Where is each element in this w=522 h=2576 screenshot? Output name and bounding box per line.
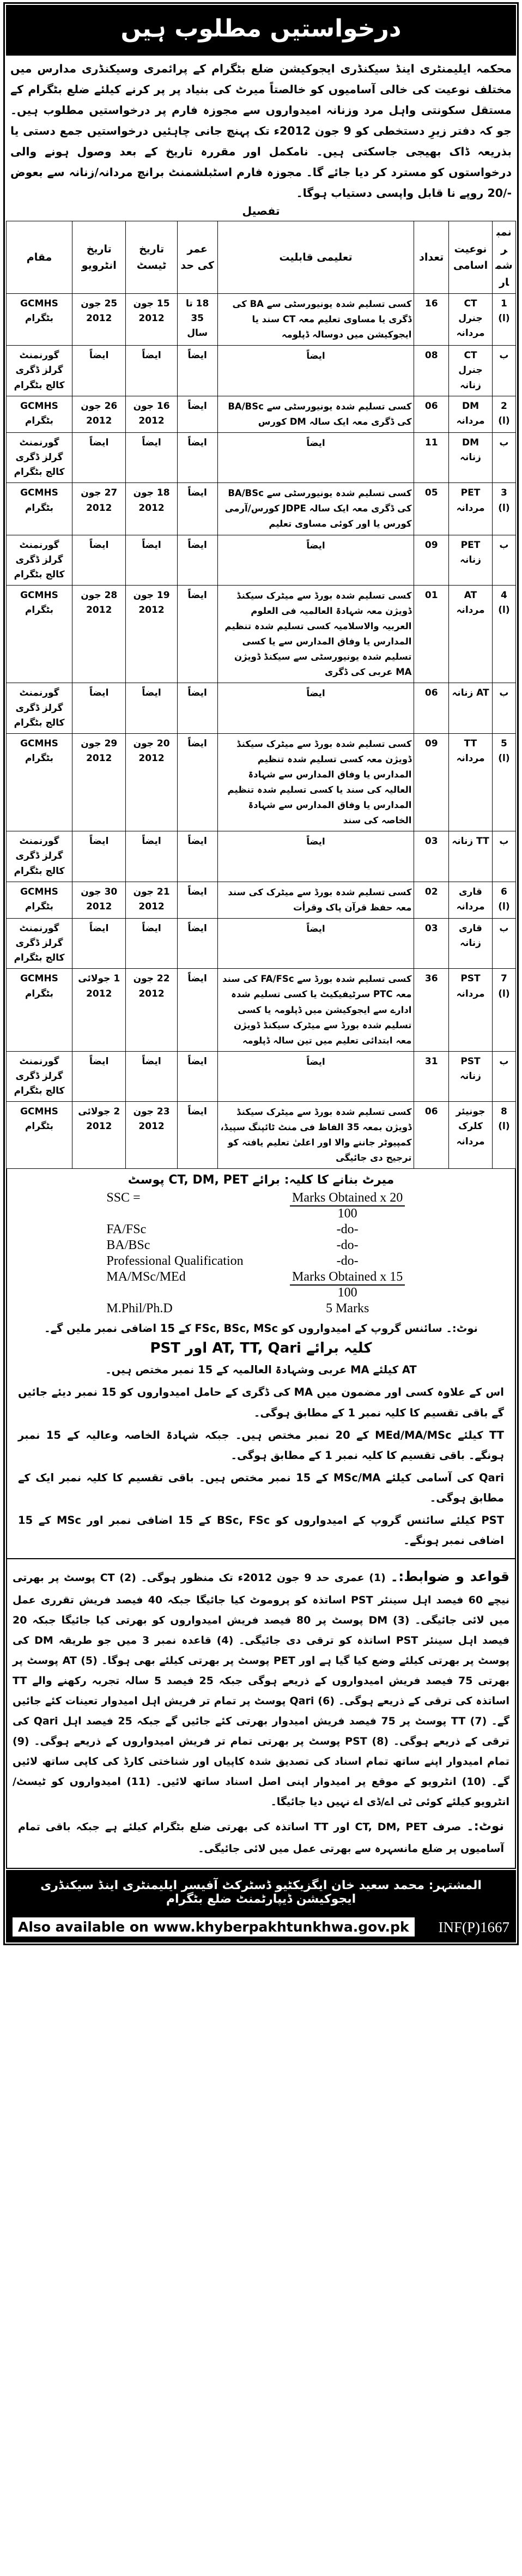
merit-value: 5 Marks <box>325 1301 369 1316</box>
cell-age-limit: ایضاً <box>177 396 217 432</box>
table-row <box>7 831 516 882</box>
cell-count: 01 <box>414 586 449 683</box>
cell-post-type: DM مردانہ <box>449 396 493 432</box>
cell-age-limit: 18 تا 35 سال <box>177 294 217 346</box>
merit-heading: میرٹ بنانے کا کلیہ: برائے CT, DM, PET پوسٹ <box>128 1173 394 1187</box>
cell-count: 16 <box>414 294 449 346</box>
header-qualification: تعلیمی قابلیت <box>217 221 414 294</box>
cell-post-type: AT زنانہ <box>449 683 493 734</box>
cell-venue: گورنمنٹ گرلز ڈگری کالج بٹگرام <box>7 1051 72 1102</box>
header-venue: مقام <box>7 221 72 294</box>
final-note <box>13 1812 509 1862</box>
cell-count: 36 <box>414 969 449 1051</box>
footer-bar <box>6 1915 516 1942</box>
cell-test-date: 19 جون 2012 <box>126 586 177 683</box>
cell-interview-date: ایضاً <box>72 346 126 396</box>
cell-count: 11 <box>414 432 449 483</box>
merit-label: M.Phil/Ph.D <box>106 1301 173 1316</box>
cell-post-type: قاری زنانہ <box>449 918 493 969</box>
cell-qualification: کسی تسلیم شدہ بورڈ سے میٹرک سیکنڈ ڈویژن بمعہ 35 الفاظ فی منٹ ٹائپنگ سپیڈ، کمپیوٹر جاننے والا اور اعلیٰ تعلیم یافتہ کو ترجیح دی جائیگی <box>217 1102 414 1169</box>
cell-serial: 2 (ا) <box>492 396 515 432</box>
cell-venue: گورنمنٹ گرلز ڈگری کالج بٹگرام <box>7 683 72 734</box>
cell-post-type: قاری مردانہ <box>449 882 493 918</box>
cell-interview-date: ایضاً <box>72 432 126 483</box>
cell-venue: GCMHS بٹگرام <box>7 483 72 535</box>
publisher-banner <box>6 1870 516 1915</box>
cell-qualification: کسی تسلیم شدہ یونیورسٹی سے BA کی ڈگری یا مساوی تعلیم معہ CT سند یا ایجوکیشن میں دوسالہ ڈپلومہ <box>217 294 414 346</box>
cell-post-type: PST زنانہ <box>449 1051 493 1102</box>
cell-test-date: ایضاً <box>126 346 177 396</box>
cell-test-date: 21 جون 2012 <box>126 882 177 918</box>
merit-paragraph: PST کیلئے سائنس گروپ کے امیدواروں کو BSc, FSc کے 15 اضافی نمبر اور MSc کے 15 اضافی نمبر ہونگے۔ <box>18 1513 505 1547</box>
cell-qualification: ایضاً <box>217 535 414 586</box>
cell-serial: 4 (ا) <box>492 586 515 683</box>
cell-post-type: CT جنرل زنانہ <box>449 346 493 396</box>
cell-count: 03 <box>414 918 449 969</box>
rules-section <box>6 1559 516 1869</box>
cell-age-limit: ایضاً <box>177 733 217 831</box>
table-row <box>7 586 516 683</box>
merit-row <box>106 1238 415 1253</box>
cell-age-limit: ایضاً <box>177 1051 217 1102</box>
table-row <box>7 882 516 918</box>
cell-test-date: ایضاً <box>126 432 177 483</box>
cell-venue: گورنمنٹ گرلز ڈگری کالج بٹگرام <box>7 918 72 969</box>
cell-interview-date: ایضاً <box>72 1051 126 1102</box>
cell-age-limit: ایضاً <box>177 831 217 882</box>
cell-age-limit: ایضاً <box>177 432 217 483</box>
cell-serial: ب <box>492 346 515 396</box>
cell-count: 31 <box>414 1051 449 1102</box>
cell-count: 05 <box>414 483 449 535</box>
publisher-text: المشتہر: محمد سعید خان ایگزیکٹیو ڈسٹرکٹ آفیسر ایلیمنٹری اینڈ سیکنڈری ایجوکیشن ڈیپارٹمنٹ ضلع بٹگرام <box>40 1878 482 1906</box>
header-interview-date: تاریخ انٹرویو <box>72 221 126 294</box>
cell-interview-date: 1 جولائی 2012 <box>72 969 126 1051</box>
table-header-row <box>7 221 516 294</box>
cell-post-type: AT مردانہ <box>449 586 493 683</box>
cell-test-date: ایضاً <box>126 683 177 734</box>
header-post-type: نوعیت اسامی <box>449 221 493 294</box>
table-row <box>7 346 516 396</box>
intro-text: محکمہ ایلیمنٹری اینڈ سیکنڈری ایجوکیشن ضلع بٹگرام کے پرائمری وسیکنڈری مدارس میں مختلف نوعیت کی خالی آسامیوں کو خالصتاً میرٹ کی بنیاد پر پر کرنے کیلئے ضلع بٹگرام کے مستقل سکونتی واہل مرد وزنانہ امیدواروں سے مجوزہ فارم پر درخواستیں مطلوب ہیں۔ جو کہ دفتر زیرِ دستخطی کو 9 جون 2012ء تک پہنچ جانی چاہئیں درخواستیں جمع دستی یا بذریعہ ڈاک بھیجی جاسکتی ہیں۔ نامکمل اور مقررہ تاریخ کے بعد وصول ہونے والی درخواستوں کو مسترد کر دیا جائے گا۔ مجوزہ فارم اسٹبلشمنٹ برانچ مردانہ/زنانہ سے بعوض -/20 روپے نا قابل واپسی دستیاب ہوگا۔ <box>10 62 512 200</box>
cell-venue: GCMHS بٹگرام <box>7 733 72 831</box>
merit-label: Professional Qualification <box>106 1254 244 1269</box>
cell-interview-date: ایضاً <box>72 831 126 882</box>
merit-label: SSC = <box>106 1191 141 1205</box>
merit-denominator: 100 <box>337 1286 357 1300</box>
cell-venue: GCMHS بٹگرام <box>7 586 72 683</box>
cell-age-limit: ایضاً <box>177 918 217 969</box>
cell-qualification: کسی تسلیم شدہ یونیورسٹی سے BA/BSc کی ڈگری معہ ایک سالہ DM کورس <box>217 396 414 432</box>
cell-serial: ب <box>492 432 515 483</box>
table-row <box>7 733 516 831</box>
table-row <box>7 535 516 586</box>
cell-post-type: PET مردانہ <box>449 483 493 535</box>
cell-serial: 5 (ا) <box>492 733 515 831</box>
cell-count: 06 <box>414 683 449 734</box>
merit-formula-table <box>106 1190 415 1317</box>
merit-label: FA/FSc <box>106 1222 147 1237</box>
table-body <box>7 294 516 1169</box>
cell-venue: گورنمنٹ گرلز ڈگری کالج بٹگرام <box>7 432 72 483</box>
cell-post-type: PET زنانہ <box>449 535 493 586</box>
table-row <box>7 432 516 483</box>
cell-serial: ب <box>492 683 515 734</box>
merit-paragraph: اس کے علاوہ کسی اور مضمون میں MA کی ڈگری کے حامل امیدواروں کو 15 نمبر دیئے جائیں گے باقی تقسیم کا کلیہ نمبر 1 کے مطابق ہوگی۔ <box>18 1386 504 1419</box>
cell-age-limit: ایضاً <box>177 535 217 586</box>
page-frame <box>3 2 519 1945</box>
cell-post-type: جونیئر کلرک مردانہ <box>449 1102 493 1169</box>
cell-qualification: ایضاً <box>217 918 414 969</box>
cell-serial: ب <box>492 1051 515 1102</box>
cell-post-type: CT جنرل مردانہ <box>449 294 493 346</box>
cell-age-limit: ایضاً <box>177 586 217 683</box>
cell-venue: GCMHS بٹگرام <box>7 882 72 918</box>
merit-row <box>106 1269 415 1301</box>
website-link[interactable]: Also available on www.khyberpakhtunkhwa.gov.pk <box>13 1917 415 1938</box>
cell-serial: ب <box>492 831 515 882</box>
merit-row <box>106 1190 415 1222</box>
cell-count: 09 <box>414 535 449 586</box>
cell-post-type: TT مردانہ <box>449 733 493 831</box>
cell-count: 03 <box>414 831 449 882</box>
header-age-limit: عمر کی حد <box>177 221 217 294</box>
cell-serial: ب <box>492 535 515 586</box>
cell-age-limit: ایضاً <box>177 683 217 734</box>
merit-criteria-section <box>6 1169 516 1559</box>
cell-venue: گورنمنٹ گرلز ڈگری کالج بٹگرام <box>7 346 72 396</box>
cell-venue: GCMHS بٹگرام <box>7 969 72 1051</box>
cell-venue: گورنمنٹ گرلز ڈگری کالج بٹگرام <box>7 535 72 586</box>
merit-value: -do- <box>336 1222 359 1237</box>
header-banner <box>6 5 516 56</box>
merit-paragraph: TT کیلئے MEd/MA/MSc کے 20 نمبر مختص ہیں۔ جبکہ شہادۃ الخاصہ وعالیہ کے 15 نمبر ہونگے۔ باقی تقسیم کا کلیہ نمبر 1 کے مطابق ہوگی۔ <box>18 1428 504 1462</box>
cell-interview-date: ایضاً <box>72 535 126 586</box>
cell-interview-date: 2 جولائی 2012 <box>72 1102 126 1169</box>
table-row <box>7 1051 516 1102</box>
cell-interview-date: 27 جون 2012 <box>72 483 126 535</box>
merit-numerator: Marks Obtained x 15 <box>290 1270 405 1286</box>
cell-count: 06 <box>414 396 449 432</box>
merit-table-body <box>106 1190 415 1317</box>
tafseel-label: تفصیل <box>242 204 280 218</box>
cell-qualification: کسی تسلیم شدہ بورڈ سے میٹرک سیکنڈ ڈویژن معہ کسی تسلیم شدہ تنظیم المدارس یا وفاق المدارس سے شہادۃ العالیہ کی سند یا کسی تسلیم شدہ تنظیم المدارس یا وفاق المدارس سے شہادۃ الخاصہ کی سند <box>217 733 414 831</box>
cell-count: 08 <box>414 346 449 396</box>
merit-paragraph: AT کیلئے MA عربی وشہادۃ العالمیہ کے 15 نمبر مختص ہیں۔ <box>105 1364 417 1377</box>
cell-age-limit: ایضاً <box>177 969 217 1051</box>
merit-value <box>258 1269 416 1301</box>
cell-test-date: 22 جون 2012 <box>126 969 177 1051</box>
merit-row <box>106 1222 415 1238</box>
cell-serial: 6 (ا) <box>492 882 515 918</box>
page-title: درخواستیں مطلوب ہیں <box>120 15 402 43</box>
cell-test-date: 16 جون 2012 <box>126 396 177 432</box>
merit-value <box>258 1190 416 1222</box>
merit-paragraph-list <box>13 1359 509 1551</box>
cell-post-type: TT زنانہ <box>449 831 493 882</box>
intro-paragraph <box>6 56 516 204</box>
table-row <box>7 396 516 432</box>
cell-qualification: کسی تسلیم شدہ بورڈ سے میٹرک کی سند معہ حفظ قرآن پاک وقرأت <box>217 882 414 918</box>
merit-value: -do- <box>336 1238 359 1253</box>
cell-venue: GCMHS بٹگرام <box>7 294 72 346</box>
cell-test-date: 15 جون 2012 <box>126 294 177 346</box>
cell-qualification: کسی تسلیم شدہ بورڈ سے FA/FSc کی سند معہ PTC سرٹیفیکیٹ یا کسی تسلیم شدہ ادارے سے ایجوکیشن میں ڈپلومہ یا کسی تسلیم شدہ بورڈ سے میٹرک سیکنڈ ڈویژن معہ ابتدائی تعلیم میں تین سالہ ڈپلومہ <box>217 969 414 1051</box>
cell-interview-date: 29 جون 2012 <box>72 733 126 831</box>
cell-test-date: ایضاً <box>126 1051 177 1102</box>
rules-body <box>13 1564 509 1812</box>
rules-title: قواعد و ضوابط:۔ <box>390 1568 509 1584</box>
merit-value: -do- <box>336 1254 359 1269</box>
final-note-label: نوٹ:۔ <box>466 1819 504 1834</box>
cell-qualification: ایضاً <box>217 432 414 483</box>
merit-paragraph: Qari کی آسامی کیلئے MSc/MA کے 15 نمبر مختص ہیں۔ باقی تقسیم کا کلیہ نمبر ایک کے مطابق ہوگی۔ <box>18 1471 504 1504</box>
cell-qualification: ایضاً <box>217 683 414 734</box>
header-test-date: تاریخ ٹیسٹ <box>126 221 177 294</box>
cell-test-date: 23 جون 2012 <box>126 1102 177 1169</box>
cell-test-date: 20 جون 2012 <box>126 733 177 831</box>
cell-qualification: کسی تسلیم شدہ بورڈ سے میٹرک سیکنڈ ڈویژن معہ شہادۃ العالمیہ فی العلوم العربیہ والاسلامیہ کسی تسلیم شدہ تنظیم المدارس یا وفاق المدارس سے یا کسی تسلیم شدہ یونیورسٹی سے سیکنڈ ڈویژن MA عربی کی ڈگری <box>217 586 414 683</box>
header-count: تعداد <box>414 221 449 294</box>
merit-numerator: Marks Obtained x 20 <box>290 1191 405 1206</box>
rules-text: (1) عمری حد 9 جون 2012ء تک منظور ہوگی۔ (2) CT پوسٹ پر بھرتی نیچے 60 فیصد اہل سینئر PST اساتذہ کو پروموٹ کیا جائیگا جبکہ 40 فیصد فریش تقرری عمل میں لائی جائیگی۔ (3) DM پوسٹ پر 80 فیصد فریش امیدواروں کو بھرتی کیا جائیگا جبکہ 20 فیصد اہل سینئر PST اساتذہ کو ترقی دی جائیگی۔ (4) قاعدہ نمبر 3 میں جو طریقہ DM کی پوسٹ پر بھرتی کیلئے وضع کیا گیا ہے اور PET پوسٹ پر بھرتی کیلئے بھی ہوگا۔ (5) AT پوسٹ پر بھرتی 75 فیصد فریش امیدواروں کے ذریعے ہوگی جبکہ 25 فیصد 5 سالہ تجربہ رکھنے والے TT اساتذہ کی ترقی کے ذریعے ہوگی۔ (6) Qari پوسٹ پر تمام تر فریش اہل امیدوار تعینات کئے جائیں گے۔ (7) TT پوسٹ پر 75 فیصد فریش امیدوار بھرتی کئے جائیں گے جبکہ 25 فیصد اہل Qari کی ترقی کے ذریعے ہوگی۔ (8) PST پوسٹ پر بھرتی تمام تر فریش امیدواروں کے ذریعے ہوگی۔ (9) تمام امیدوار اپنے ساتھ تمام اسناد کی تصدیق شدہ کاپیاں اور شناختی کارڈ کی کاپی ساتھ لائیں گے۔ (10) انٹرویو کے موقع پر امیدوار اپنی اصل اسناد ساتھ لائیں۔ (11) امیدواروں کو ٹیسٹ/انٹرویو کیلئے کوئی ٹی اے/ڈی اے نہیں دیا جائیگا۔ <box>13 1571 510 1808</box>
table-row <box>7 294 516 346</box>
kulya-heading: کلیہ برائے AT, TT, Qari اور PST <box>150 1340 372 1357</box>
final-note-text: صرف CT, DM, PET اور TT اساتذہ کی بھرتی ضلع بٹگرام کیلئے ہے جبکہ باقی تمام آسامیوں پر ضلع مانسہرہ سے بھرتی عمل میں لائی جائیگی۔ <box>18 1821 504 1855</box>
cell-test-date: 18 جون 2012 <box>126 483 177 535</box>
cell-age-limit: ایضاً <box>177 1102 217 1169</box>
cell-qualification: ایضاً <box>217 346 414 396</box>
cell-post-type: DM زنانہ <box>449 432 493 483</box>
merit-row <box>106 1301 415 1317</box>
cell-serial: 1 (ا) <box>492 294 515 346</box>
cell-count: 02 <box>414 882 449 918</box>
cell-interview-date: ایضاً <box>72 918 126 969</box>
tafseel-heading <box>6 204 516 221</box>
table-row <box>7 683 516 734</box>
cell-test-date: ایضاً <box>126 535 177 586</box>
vacancies-table <box>6 221 516 1169</box>
cell-post-type: PST مردانہ <box>449 969 493 1051</box>
cell-serial: ب <box>492 918 515 969</box>
cell-qualification: ایضاً <box>217 1051 414 1102</box>
cell-interview-date: ایضاً <box>72 683 126 734</box>
merit-science-note: نوٹ:۔ سائنس گروپ کے امیدواروں کو FSc, BSc, MSc کے 15 اضافی نمبر ملیں گے۔ <box>44 1322 478 1335</box>
table-row <box>7 918 516 969</box>
cell-count: 06 <box>414 1102 449 1169</box>
cell-interview-date: 30 جون 2012 <box>72 882 126 918</box>
cell-count: 09 <box>414 733 449 831</box>
cell-serial: 3 (ا) <box>492 483 515 535</box>
table-row <box>7 483 516 535</box>
merit-row <box>106 1253 415 1269</box>
cell-venue: گورنمنٹ گرلز ڈگری کالج بٹگرام <box>7 831 72 882</box>
cell-test-date: ایضاً <box>126 918 177 969</box>
cell-interview-date: 26 جون 2012 <box>72 396 126 432</box>
cell-age-limit: ایضاً <box>177 346 217 396</box>
table-row <box>7 1102 516 1169</box>
cell-serial: 8 (ا) <box>492 1102 515 1169</box>
cell-interview-date: 25 جون 2012 <box>72 294 126 346</box>
cell-venue: GCMHS بٹگرام <box>7 396 72 432</box>
cell-interview-date: 28 جون 2012 <box>72 586 126 683</box>
inf-number: INF(P)1667 <box>438 1919 509 1935</box>
cell-serial: 7 (ا) <box>492 969 515 1051</box>
merit-denominator: 100 <box>337 1206 357 1221</box>
merit-label: MA/MSc/MEd <box>106 1270 186 1284</box>
cell-age-limit: ایضاً <box>177 882 217 918</box>
cell-venue: GCMHS بٹگرام <box>7 1102 72 1169</box>
cell-qualification: ایضاً <box>217 831 414 882</box>
cell-age-limit: ایضاً <box>177 483 217 535</box>
cell-test-date: ایضاً <box>126 831 177 882</box>
cell-qualification: کسی تسلیم شدہ یونیورسٹی سے BA/BSc کی ڈگری معہ ایک سالہ JDPE کورس/آرمی کورس یا اور کوئی مساوی تعلیم <box>217 483 414 535</box>
merit-label: BA/BSc <box>106 1238 150 1253</box>
header-serial: نمبر شمار <box>492 221 515 294</box>
table-row <box>7 969 516 1051</box>
